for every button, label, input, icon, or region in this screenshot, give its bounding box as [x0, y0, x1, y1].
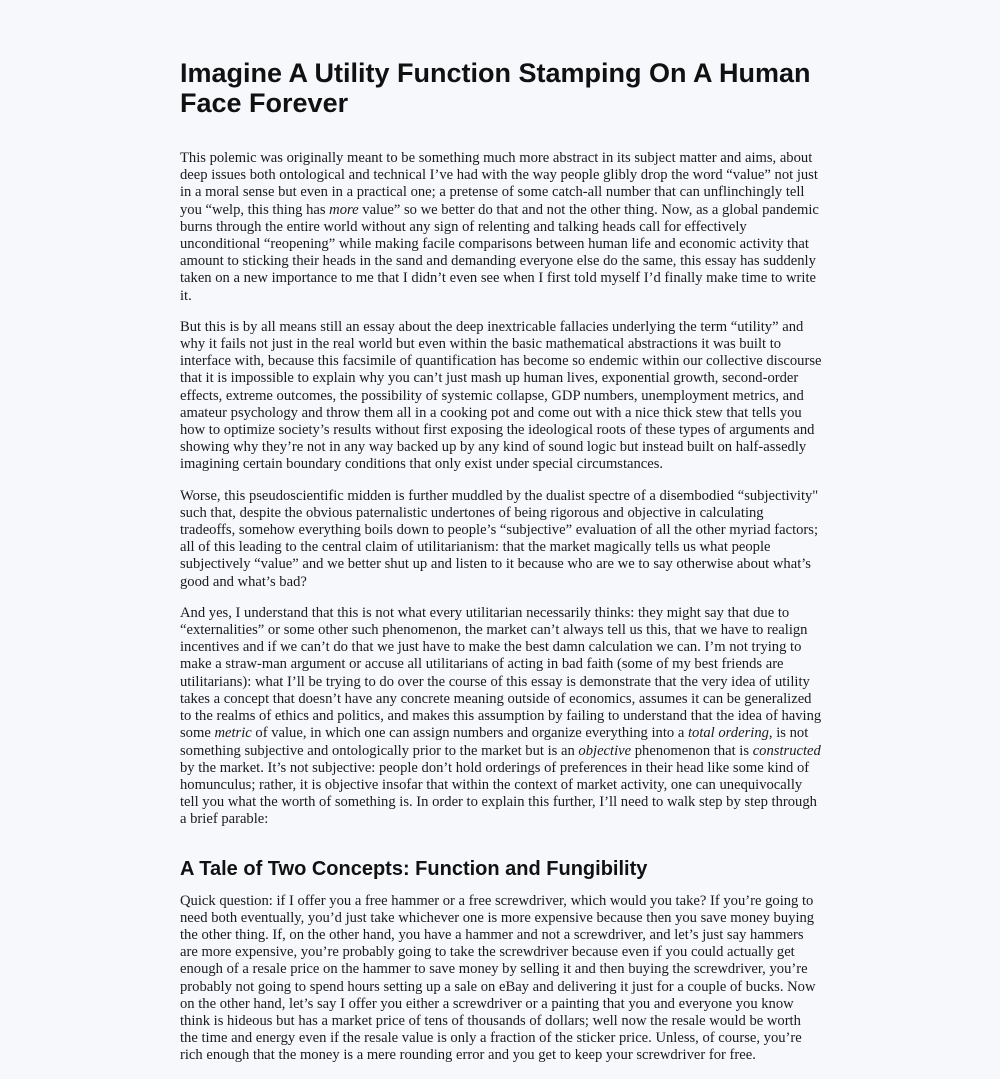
paragraph-4-emphasis-total-ordering: total ordering	[687, 725, 769, 742]
paragraph-1-text-b: value” so we better do that and not the other thing. Now, as a global pandemic burns through the entire world without any sign of relenting and talking heads call for effectively unconditional “reopening” while making facile comparisons between human life and economic activity that amount to sticking their heads in the sand and demanding everyone else do the same, this essay has suddenly taken on a new importance to me that I didn’t even see when I first told myself I’d finally make time to write it.	[180, 201, 819, 304]
paragraph-3: Worse, this pseudoscientific midden is further muddled by the dualist spectre of a disembodied “subjectivity" such that, despite the obvious paternalistic undertones of being rigorous and objective in calculating tradeoffs, somehow everything boils down to people’s “subjective” evaluation of all the other myriad factors; all of this leading to the central claim of utilitarianism: that the market magically tells us what people subjectively “value” and we better shut up and listen to it because who are we to say otherwise about what’s good and what’s bad?	[180, 487, 819, 590]
section-heading: A Tale of Two Concepts: Function and Fungibility	[180, 857, 648, 880]
paragraph-4-text-a: And yes, I understand that this is not what every utilitarian necessarily thinks: they might say that due to “externalities” or some other such phenomenon, the market can’t always tell us this, that we have to realign incentives and if we can’t do that we just have to make the best damn calculation we can. I’m not trying to make a straw-man argument or accuse all utilitarians of acting in bad faith (some of my best friends are utilitarians): what I’ll be trying to do over the course of this essay is demonstrate that the very idea of utility takes a concept that doesn’t have any concrete meaning outside of economics, assumes it can be generalized to the realms of ethics and politics, and makes this assumption by failing to understand that the idea of having some	[180, 604, 822, 742]
paragraph-1	[180, 150, 822, 305]
paragraph-4	[180, 605, 822, 829]
paragraph-4-text-e: by the market. It’s not subjective: people don’t hold orderings of preferences in their head like some kind of homunculus; rather, it is objective insofar that within the context of market activity, one can unequivocally tell you what the worth of something is. In order to explain this further, I’ll need to walk step by step through a brief parable:	[180, 759, 817, 828]
paragraph-2: But this is by all means still an essay about the deep inextricable fallacies underlying the term “utility” and why it fails not just in the real world but even within the basic mathematical abstractions it was built to interface with, because this facsimile of quantification has become so endemic within our collective discourse that it is impossible to explain why you can’t just mash up human lives, exponential growth, second-order effects, extreme outcomes, the possibility of systemic collapse, GDP numbers, unemployment metrics, and amateur psychology and throw them all in a cooking pot and come out with a nice thick stew that tells you how to optimize society’s results without first exposing the ideological roots of these types of arguments and showing why they’re not in any way backed up by any kind of sound logic but instead built on half-assedly imagining certain boundary conditions that only exist under special circumstances.	[180, 318, 822, 473]
paragraph-4-text-d: phenomenon that is	[631, 742, 753, 759]
article	[180, 58, 822, 1079]
paragraph-4-emphasis-metric: metric	[214, 725, 252, 742]
paragraph-4-emphasis-objective: objective	[578, 742, 632, 759]
paragraph-1-text-a: This polemic was originally meant to be something much more abstract in its subject matter and aims, about deep issues both ontological and technical I’ve had with the way people glibly drop the word “value” not just in a moral sense but even in a practical one; a pretense of some catch-all number that can unflinchingly tell you “welp, this thing has	[180, 150, 818, 218]
paragraph-4-emphasis-constructed: constructed	[752, 742, 821, 759]
paragraph-4-text-c: , is not something subjective and ontologically prior to the market but is an	[180, 725, 809, 759]
paragraph-1-emphasis-more: more	[329, 201, 359, 218]
paragraph-4-text-b: of value, in which one can assign numbers and organize everything into a	[251, 725, 688, 742]
article-title: Imagine A Utility Function Stamping On A Human Face Forever	[180, 58, 811, 118]
paragraph-5: Quick question: if I offer you a free hammer or a free screwdriver, which would you take? If you’re going to need both eventually, you’d just take whichever one is more expensive because then you save money buying the other thing. If, on the other hand, you have a hammer and not a screwdriver, and let’s just say hammers are more expensive, you’re probably going to take the screwdriver because even if you could actually get enough of a resale price on the hammer to save money by selling it and then buying the screwdriver, you’re probably not going to spend hours setting up a sale on eBay and delivering it just for a couple of bucks. Now on the other hand, let’s say I offer you either a screwdriver or a painting that you and everyone you know think is hideous but has a market price of tens of thousands of dollars; well now the resale would be worth the time and energy even if the resale value is only a fraction of the sticker price. Unless, of course, you’re rich enough that the money is a mere rounding error and you get to keep your screwdriver for free.	[180, 892, 816, 1064]
